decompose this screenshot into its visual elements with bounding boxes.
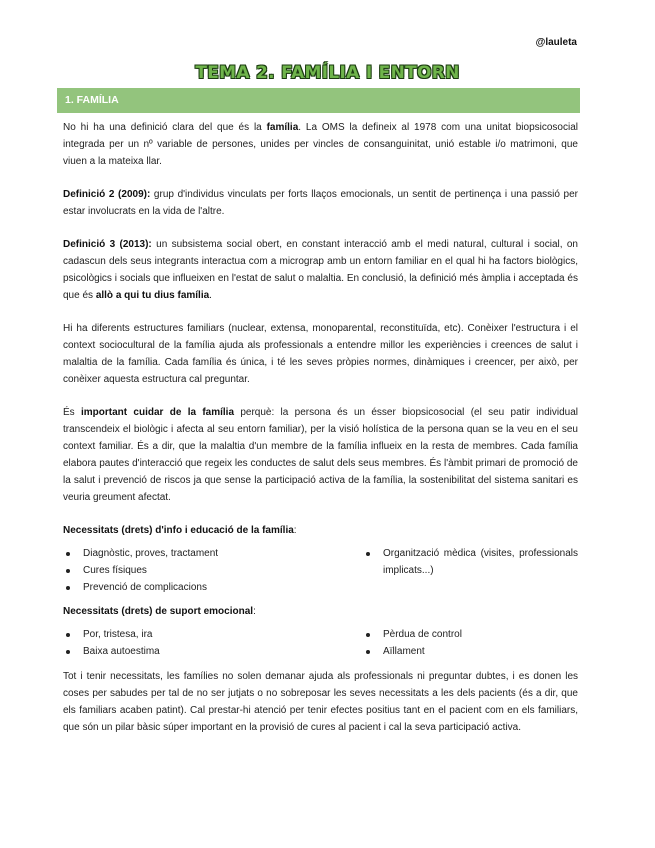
list-item: Cures físiques <box>63 562 333 579</box>
document-title: TEMA 2. FAMÍLIA I ENTORN <box>195 63 460 83</box>
needs-emotional-left-column <box>63 626 333 660</box>
list-item: Prevenció de complicacions <box>63 579 333 596</box>
list-item: Organització mèdica (visites, professionals implicats...) <box>363 545 578 579</box>
paragraph-definition-3: Definició 3 (2013): un subsistema social obert, en constant interacció amb el medi natural, cultural i social, on cadascun dels seus integrants interactua com a micrograp amb un entorn familiar en el qual hi ha factors biològics, psicològics i socials que influeixen en l'estat de salut o malaltia. En conclusió, la definició més àmplia i acceptada és que és allò a qui tu dius família. <box>63 239 578 301</box>
needs-emotional-heading: Necessitats (drets) de suport emocional: <box>63 606 256 617</box>
definition-3-label: Definició 3 (2013): <box>63 239 152 250</box>
needs-emotional-right-column <box>363 626 578 660</box>
needs-info-left-column <box>63 545 333 596</box>
list-item: Baixa autoestima <box>63 643 333 660</box>
needs-emotional-list <box>63 626 578 660</box>
section-header: 1. FAMÍLIA <box>57 88 580 113</box>
paragraph-family-structures: Hi ha diferents estructures familiars (nuclear, extensa, monoparental, reconstituïda, etc). Conèixer l'estructura i el context sociocultural de la família ajuda als professionals a entendre millor les experiències i creences de salut i malaltia de la família. Cada família és única, i té les seves pròpies normes, dinàmiques i creencer, per això, per conèixer aquesta estructura cal preguntar. <box>63 323 578 385</box>
paragraph-importance: És important cuidar de la família perquè: la persona és un ésser biopsicosocial (el seu patir individual transcendeix el biològic i afecta al seu entorn familiar), per la visió holística de la persona quan se la veu en el seu context familiar. És a dir, que la malaltia d'un membre de la família influeix en la resta de membres. Cada família elabora pautes d'interacció que regeix les conductes de salut dels seus membres. És l'àmbit primari de promoció de la salut i prevenció de riscos ja que sense la participació activa de la família, la sostenibilitat del sistema sanitari es veuria greument afectat. <box>63 407 578 503</box>
paragraph-family-needs: Tot i tenir necessitats, les famílies no solen demanar ajuda als professionals ni preguntar dubtes, i es donen les coses per sabudes per tal de no ser jutjats o no sobreposar les seves necessitats a les dels pacients (és a dir, que els familiars acaben patint). Cal prestar-hi atenció per tenir efectes positius tant en el pacient com en els familiars, que són un pilar bàsic súper important en la provisió de cures al pacient i cal la seva participació activa. <box>63 671 578 733</box>
needs-info-right-column <box>363 545 578 596</box>
keyword-definition: allò a qui tu dius família <box>95 290 210 301</box>
definition-2-label: Definició 2 (2009): <box>63 189 151 200</box>
list-item: Por, tristesa, ira <box>63 626 333 643</box>
list-item: Pèrdua de control <box>363 626 578 643</box>
list-item: Diagnòstic, proves, tractament <box>63 545 333 562</box>
keyword-importance: important cuidar de la família <box>80 407 235 418</box>
needs-info-heading: Necessitats (drets) d'info i educació de la família: <box>63 525 297 536</box>
document-body <box>63 119 578 752</box>
needs-info-list <box>63 545 578 596</box>
author-handle: @lauleta <box>535 37 577 48</box>
list-item: Aïllament <box>363 643 578 660</box>
paragraph-definition-2: Definició 2 (2009): grup d'individus vinculats per forts llaços emocionals, un sentit de pertinença i una passió per estar involucrats en la vida de l'altre. <box>63 189 578 217</box>
paragraph-oms-definition: No hi ha una definició clara del que és la família. La OMS la defineix al 1978 com una unitat biopsicosocial integrada per un nº variable de persones, unides per vincles de consanguinitat, unió estable i/o matrimoni, que viuen a la mateixa llar. <box>63 122 578 167</box>
keyword-familia: família <box>266 122 299 133</box>
